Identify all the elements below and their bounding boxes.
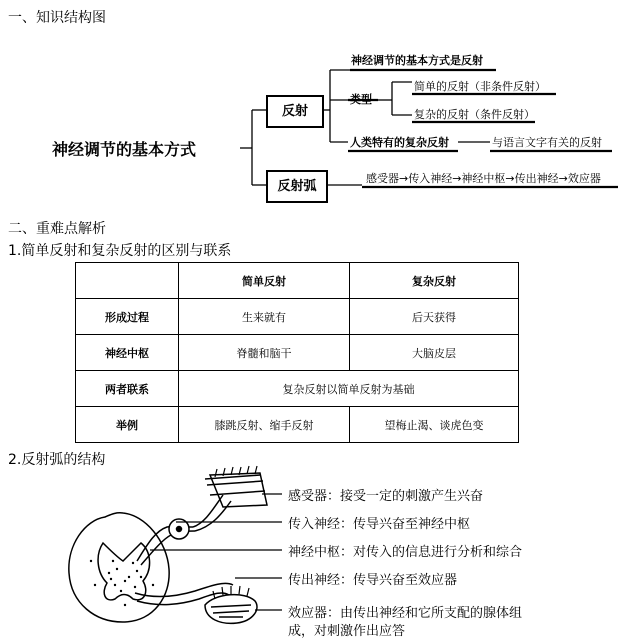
table-cell: 脊髓和脑干 — [179, 335, 350, 371]
reflex-arc-box: 反射弧 — [266, 170, 328, 203]
table-cell: 望梅止渴、谈虎色变 — [350, 407, 519, 443]
row-label: 举例 — [76, 407, 179, 443]
complex-reflex-label: 复杂的反射（条件反射） — [414, 108, 535, 121]
reflex-box: 反射 — [266, 95, 324, 128]
table-row — [76, 335, 519, 371]
table-cell-merged: 复杂反射以简单反射为基础 — [179, 371, 519, 407]
section2-title: 二、重难点解析 — [8, 221, 106, 237]
table-row — [76, 299, 519, 335]
table-corner-cell — [76, 263, 179, 299]
table-header-row — [76, 263, 519, 299]
efferent-nerve-label: 传出神经：传导兴奋至效应器 — [288, 573, 458, 588]
mindmap-root: 神经调节的基本方式 — [52, 140, 197, 159]
row-label: 两者联系 — [76, 371, 179, 407]
type-label: 类型 — [350, 93, 372, 106]
table-cell: 后天获得 — [350, 299, 519, 335]
table-row — [76, 407, 519, 443]
table-cell: 膝跳反射、缩手反射 — [179, 407, 350, 443]
table-row — [76, 371, 519, 407]
effector-label-line1: 效应器：由传出神经和它所支配的腺体组 — [288, 606, 523, 621]
section1-title: 一、知识结构图 — [8, 10, 106, 26]
header-simple-reflex: 简单反射 — [179, 263, 350, 299]
simple-reflex-label: 简单的反射（非条件反射） — [414, 80, 546, 93]
language-related-label: 与语言文字有关的反射 — [492, 136, 602, 149]
header-complex-reflex: 复杂反射 — [350, 263, 519, 299]
receptor-label: 感受器：接受一定的刺激产生兴奋 — [288, 489, 484, 504]
subsection2-title: 2.反射弧的结构 — [8, 452, 106, 468]
arc-path-label: 感受器→传入神经→神经中枢→传出神经→效应器 — [366, 172, 601, 185]
effector-label-line2: 成，对刺激作出应答 — [288, 624, 406, 639]
table-cell: 生来就有 — [179, 299, 350, 335]
afferent-nerve-label: 传入神经：传导兴奋至神经中枢 — [288, 517, 471, 532]
comparison-table — [75, 262, 519, 443]
subsection1-title: 1.简单反射和复杂反射的区别与联系 — [8, 243, 232, 259]
human-unique-label: 人类特有的复杂反射 — [350, 136, 449, 149]
nerve-center-label: 神经中枢：对传入的信息进行分析和综合 — [288, 545, 523, 560]
table-cell: 大脑皮层 — [350, 335, 519, 371]
basic-mode-label: 神经调节的基本方式是反射 — [351, 54, 483, 67]
row-label: 神经中枢 — [76, 335, 179, 371]
row-label: 形成过程 — [76, 299, 179, 335]
